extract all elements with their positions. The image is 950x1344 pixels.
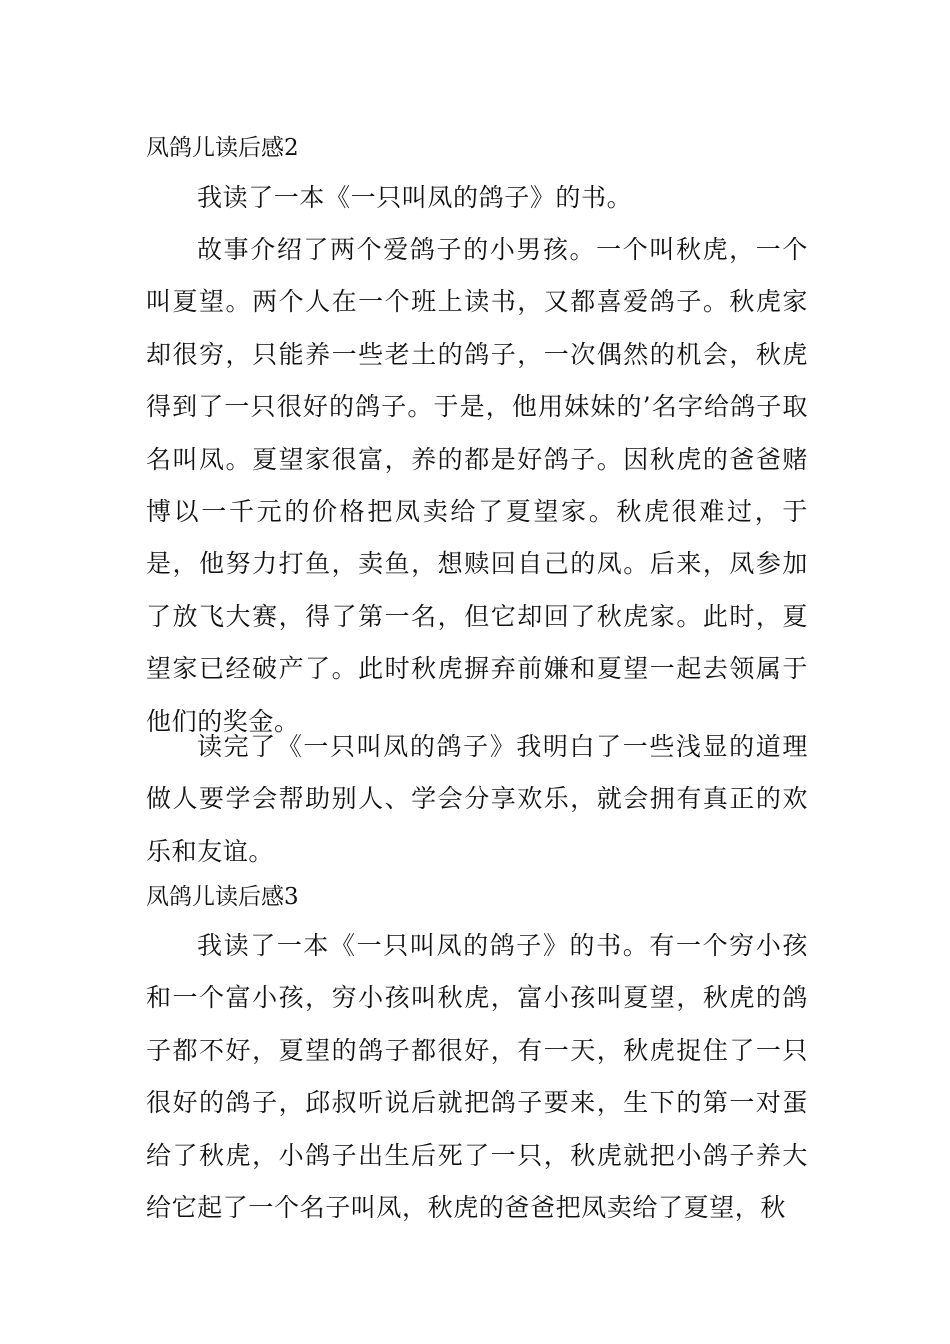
paragraph-reflection: 读完了《一只叫凤的鸽子》我明白了一些浅显的道理做人要学会帮助别人、学会分享欢乐，就会拥有真正的欢乐和友谊。 bbox=[146, 732, 808, 866]
paragraph-story: 故事介绍了两个爱鸽子的小男孩。一个叫秋虎，一个叫夏望。两个人在一个班上读书，又都喜爱鸽子。秋虎家却很穷，只能养一些老土的鸽子，一次偶然的机会，秋虎得到了一只很好的鸽子。于是，他用妹妹的’名字给鸽子取名叫凤。夏望家很富，养的都是好鸽子。因秋虎的爸爸赌博以一千元的价格把凤卖给了夏望家。秋虎很难过，于是，他努力打鱼，卖鱼，想赎回自己的凤。后来，凤参加了放飞大赛，得了第一名，但它却回了秋虎家。此时，夏望家已经破产了。此时秋虎摒弃前嫌和夏望一起去领属于他们的奖金。 bbox=[146, 235, 808, 736]
section-heading-2: 凤鸽儿读后感2 bbox=[146, 135, 299, 161]
paragraph-intro: 我读了一本《一只叫凤的鸽子》的书。 bbox=[197, 183, 633, 212]
section-heading-3: 凤鸽儿读后感3 bbox=[146, 884, 299, 910]
paragraph-section3: 我读了一本《一只叫凤的鸽子》的书。有一个穷小孩和一个富小孩，穷小孩叫秋虎，富小孩叫夏望，秋虎的鸽子都不好，夏望的鸽子都很好，有一天，秋虎捉住了一只很好的鸽子，邱叔听说后就把鸽子要来，生下的第一对蛋给了秋虎，小鸽子出生后死了一只，秋虎就把小鸽子养大给它起了一个名子叫凤，秋虎的爸爸把凤卖给了夏望，秋 bbox=[146, 931, 808, 1223]
